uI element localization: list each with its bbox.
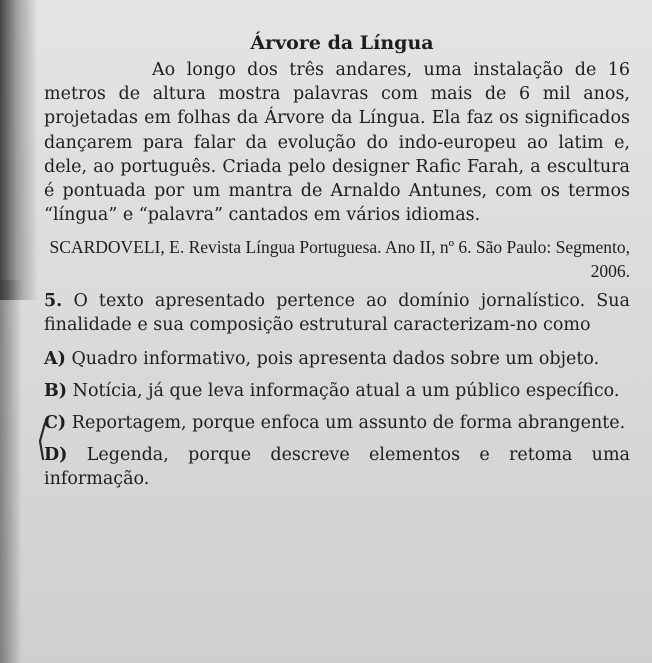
pencil-mark-icon xyxy=(37,421,47,461)
option-a[interactable] xyxy=(44,347,630,371)
option-letter: B) xyxy=(44,381,68,402)
option-text: Quadro informativo, pois apresenta dados sobre um objeto. xyxy=(71,349,600,370)
page-edge-shadow xyxy=(0,0,38,300)
option-text: Notícia, já que leva informação atual a um público específico. xyxy=(72,381,620,402)
answer-options xyxy=(44,347,630,491)
question-5 xyxy=(44,289,630,337)
document-content xyxy=(44,30,630,499)
text-title: Árvore da Língua xyxy=(250,32,434,54)
option-text: Legenda, porque descreve elementos e retoma uma informação. xyxy=(44,445,630,490)
option-c[interactable] xyxy=(44,411,630,435)
page-edge-shadow-lower xyxy=(0,280,22,663)
option-letter: C) xyxy=(44,413,67,434)
option-text: Reportagem, porque enfoca um assunto de forma abrangente. xyxy=(71,413,626,434)
option-letter: A) xyxy=(44,349,66,370)
option-letter: D) xyxy=(44,445,68,466)
question-number: 5. xyxy=(44,291,63,312)
option-b[interactable] xyxy=(44,379,630,403)
option-d[interactable] xyxy=(44,443,630,491)
source-citation: SCARDOVELI, E. Revista Língua Portuguesa. Ano II, nº 6. São Paulo: Segmento, 2006. xyxy=(49,237,630,282)
text-paragraph: Ao longo dos três andares, uma instalação de 16 metros de altura mostra palavras com mais de 6 mil anos, projetadas em folhas da Árvore da Língua. Ela faz os significados dançarem para falar da evolução do indo-europeu ao latim e, dele, ao português. Criada pelo designer Rafic Farah, a escultura é pontuada por um mantra de Arnaldo Antunes, com os termos “língua” e “palavra” cantados em vários idiomas. xyxy=(44,60,630,226)
question-text: O texto apresentado pertence ao domínio jornalístico. Sua finalidade e sua composição estrutural caracterizam-no como xyxy=(44,291,630,336)
